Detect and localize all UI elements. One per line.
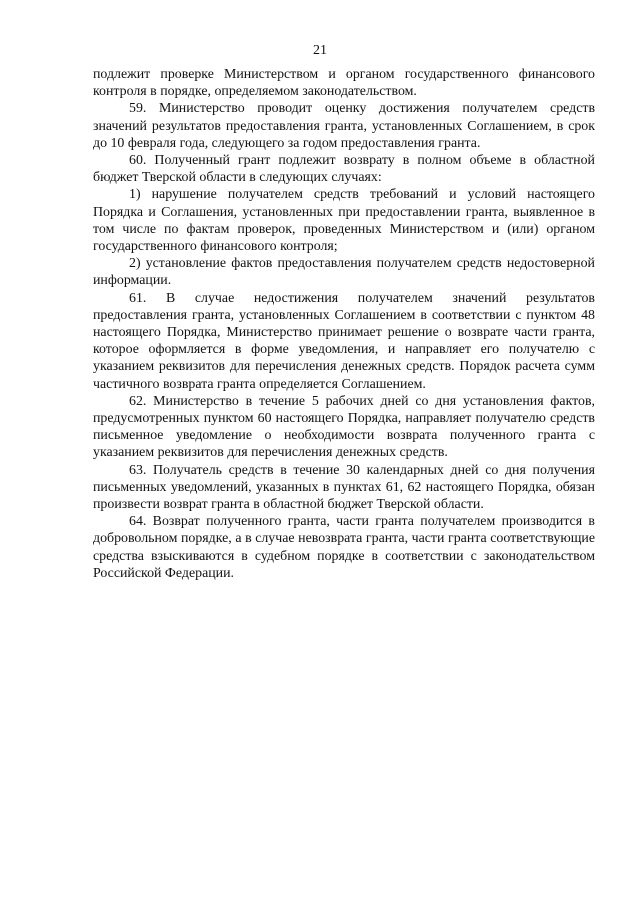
paragraph-60: 60. Полученный грант подлежит возврату в полном объеме в областной бюджет Тверской области в следующих случаях: xyxy=(93,153,595,186)
page-number: 21 xyxy=(313,43,327,58)
paragraph-60-item-1: 1) нарушение получателем средств требований и условий настоящего Порядка и Соглашения, установленных при предоставлении гранта, выявленное в том числе по фактам проверок, проведенных Министерством и (или) органом государственного финансового контроля; xyxy=(93,187,595,255)
paragraph-59: 59. Министерство проводит оценку достижения получателем средств значений результатов предоставления гранта, установленных Соглашением, в срок до 10 февраля года, следующего за годом предоставления гранта. xyxy=(93,101,595,151)
paragraph-60-item-2: 2) установление фактов предоставления получателем средств недостоверной информации. xyxy=(93,256,595,289)
paragraph-63: 63. Получатель средств в течение 30 календарных дней со дня получения письменных уведомлений, указанных в пунктах 61, 62 настоящего Порядка, обязан произвести возврат гранта в областной бюджет Тверской области. xyxy=(93,462,595,513)
document-body xyxy=(93,66,595,582)
paragraph-61: 61. В случае недостижения получателем значений результатов предоставления гранта, установленных Соглашением в соответствии с пунктом 48 настоящего Порядка, Министерство принимает решение о возврате части гранта, которое оформляется в форме уведомления, и направляет его получателю с указанием реквизитов для перечисления денежных средств. Порядок расчета сумм частичного возврата гранта определяется Соглашением. xyxy=(93,290,595,392)
paragraph-continuation: подлежит проверке Министерством и органом государственного финансового контроля в порядке, определяемом законодательством. xyxy=(93,67,595,100)
paragraph-64: 64. Возврат полученного гранта, части гранта получателем производится в добровольном порядке, а в случае невозврата гранта, части гранта соответствующие средства взыскиваются в судебном порядке в соответствии с законодательством Российской Федерации. xyxy=(93,514,595,581)
paragraph-62: 62. Министерство в течение 5 рабочих дней со дня установления фактов, предусмотренных пунктом 60 настоящего Порядка, направляет получателю средств письменное уведомление о необходимости возврата полученного гранта с указанием реквизитов для перечисления денежных средств. xyxy=(93,393,595,461)
